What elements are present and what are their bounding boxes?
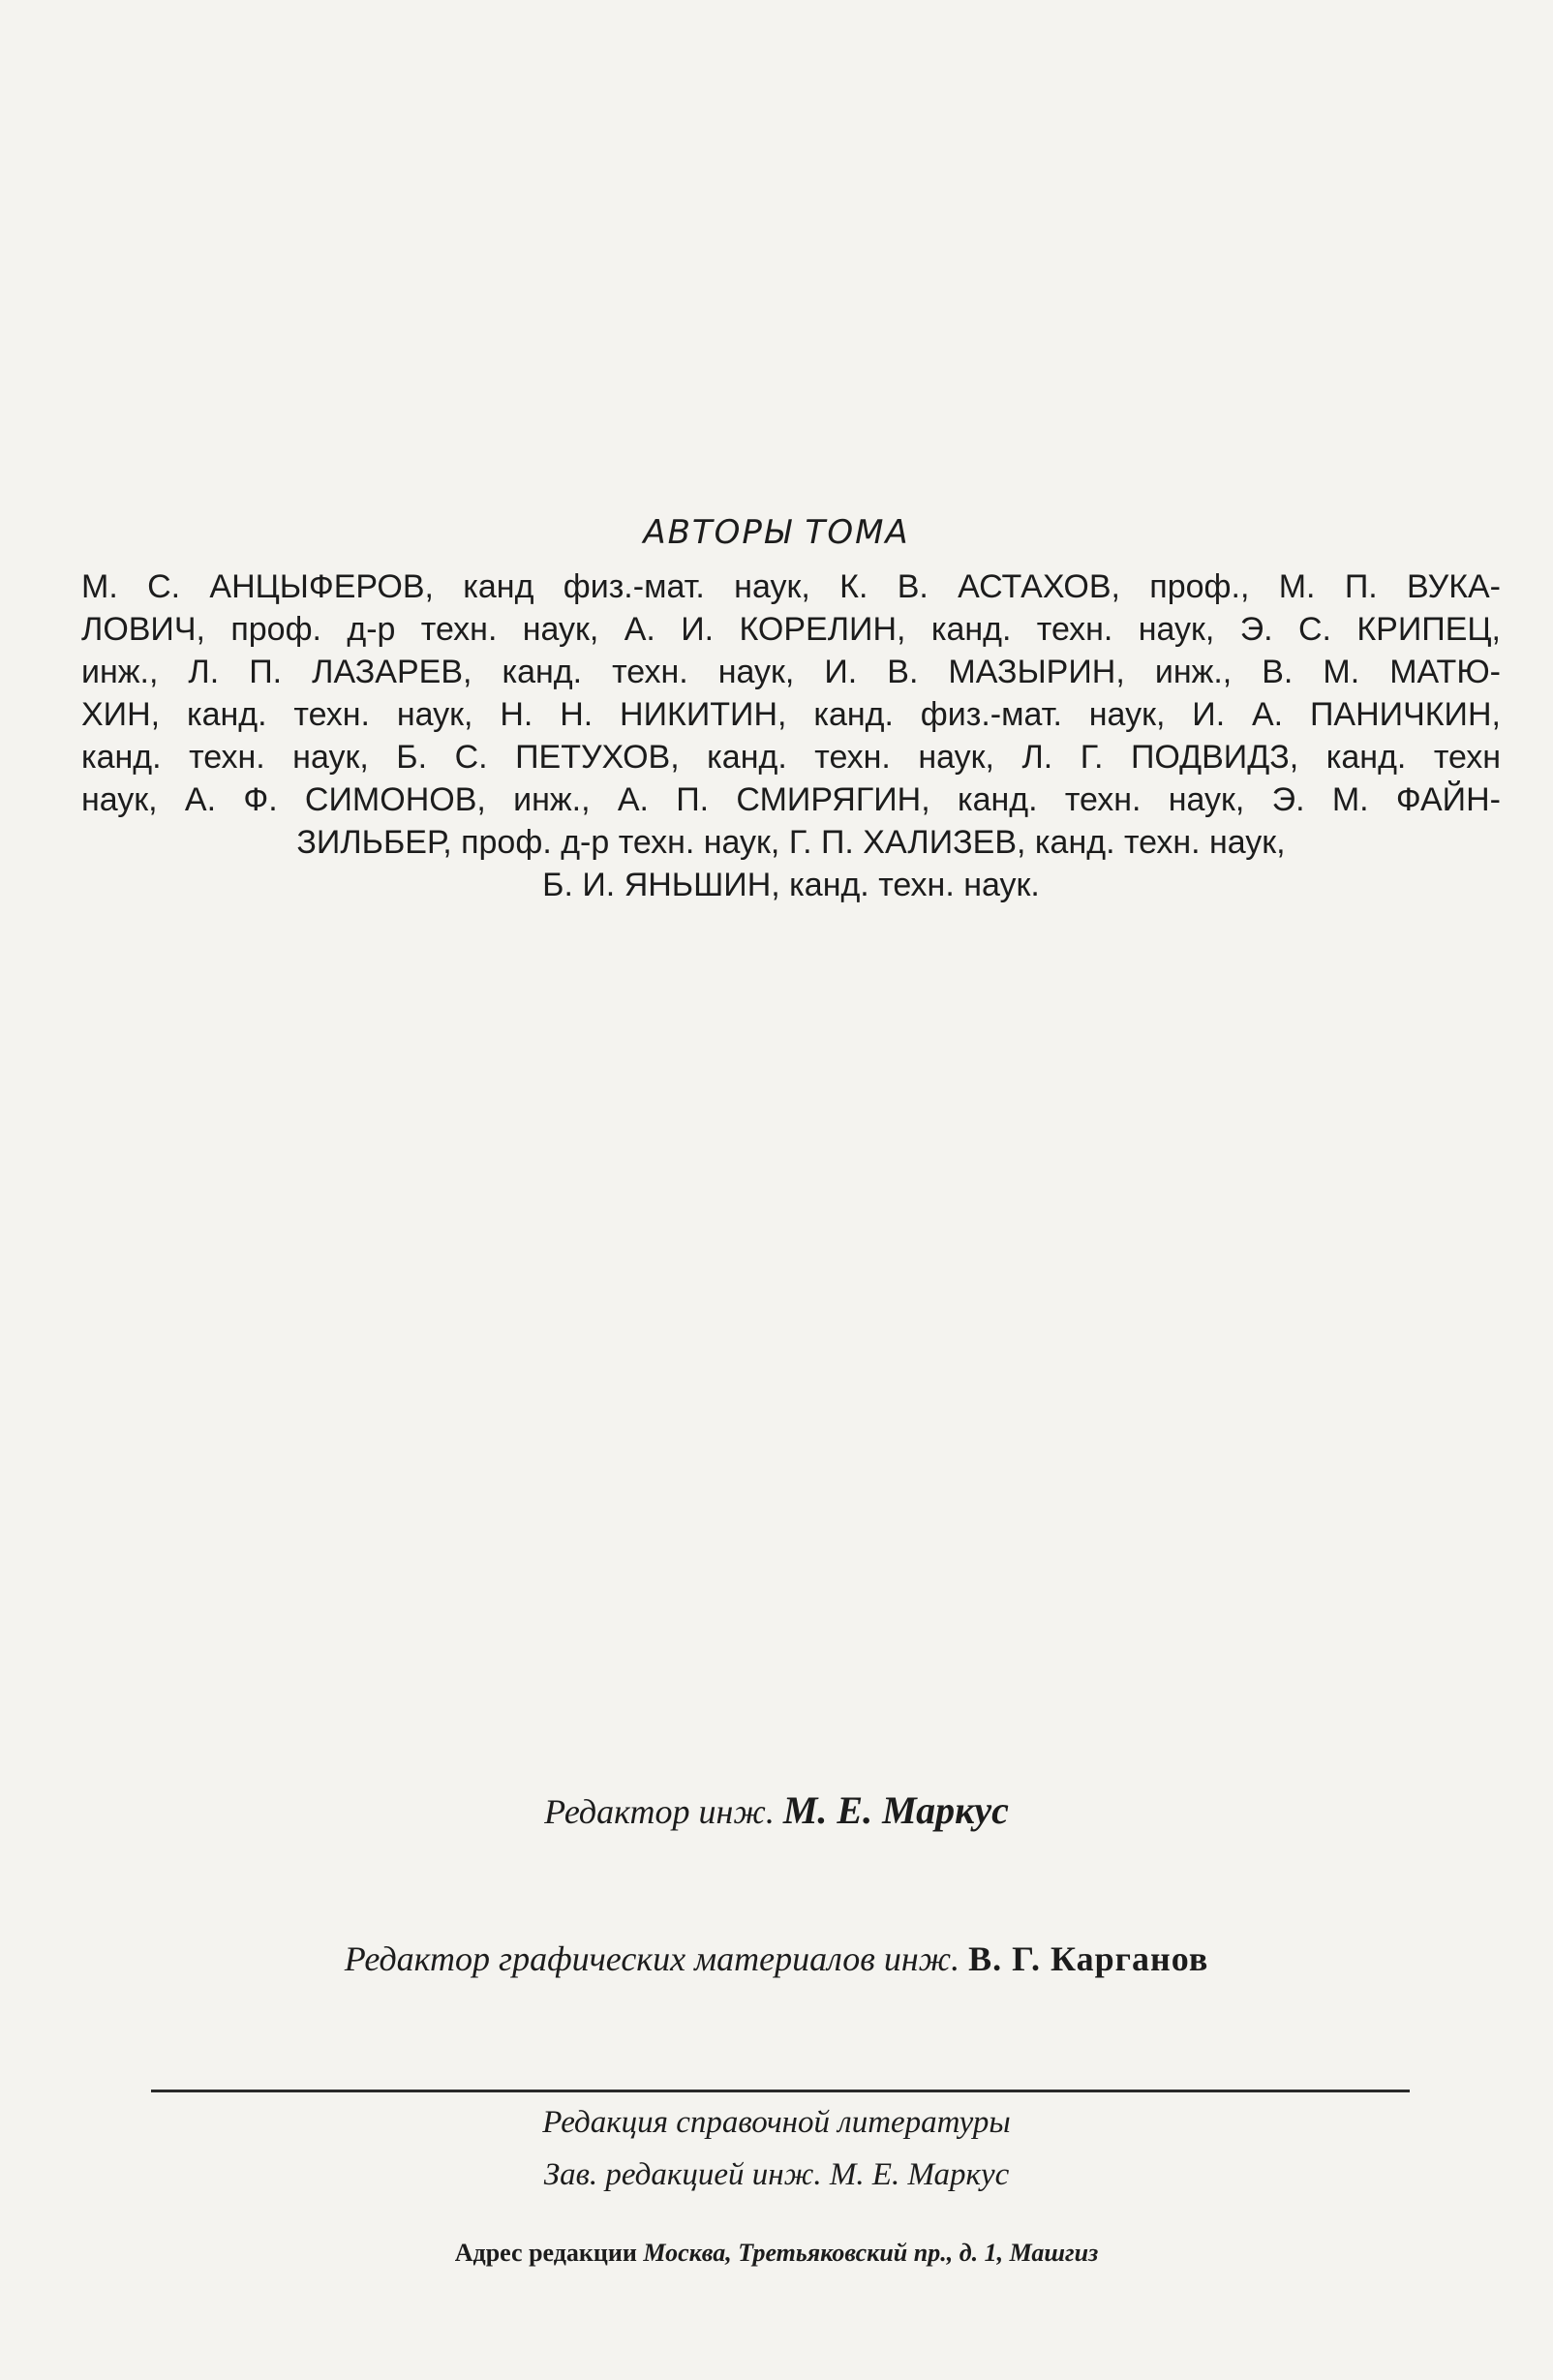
graphics-editor-credit	[0, 1938, 1553, 1979]
graphics-editor-label: Редактор графических материалов инж.	[344, 1939, 960, 1978]
section-divider	[151, 2090, 1410, 2092]
authors-list	[81, 565, 1501, 906]
editor-name: М. Е. Маркус	[782, 1788, 1009, 1832]
authors-line: ХИН, канд. техн. наук, Н. Н. НИКИТИН, канд. физ.-мат. наук, И. А. ПАНИЧКИН,	[81, 696, 1501, 733]
editor-label: Редактор инж.	[544, 1792, 775, 1831]
authors-line: ЗИЛЬБЕР, проф. д-р техн. наук, Г. П. ХАЛИЗЕВ, канд. техн. наук,	[296, 824, 1286, 861]
address-value: Москва, Третьяковский пр., д. 1, Машгиз	[643, 2239, 1099, 2267]
department-head: Зав. редакцией инж. М. Е. Маркус	[543, 2157, 1010, 2192]
authors-heading: АВТОРЫ ТОМА	[643, 513, 910, 552]
authors-line: М. С. АНЦЫФЕРОВ, канд физ.-мат. наук, К. В. АСТАХОВ, проф., М. П. ВУКА-	[81, 568, 1501, 605]
authors-line: инж., Л. П. ЛАЗАРЕВ, канд. техн. наук, И. В. МАЗЫРИН, инж., В. М. МАТЮ-	[81, 654, 1501, 690]
editorial-address	[0, 2239, 1553, 2268]
editor-credit	[0, 1787, 1553, 1833]
address-label: Адрес редакции	[454, 2239, 637, 2267]
authors-line: ЛОВИЧ, проф. д-р техн. наук, А. И. КОРЕЛИН, канд. техн. наук, Э. С. КРИПЕЦ,	[81, 611, 1501, 648]
authors-line: наук, А. Ф. СИМОНОВ, инж., А. П. СМИРЯГИН, канд. техн. наук, Э. М. ФАЙН-	[81, 781, 1501, 818]
department-name: Редакция справочной литературы	[542, 2105, 1011, 2140]
graphics-editor-name: В. Г. Карганов	[968, 1939, 1209, 1978]
authors-line: Б. И. ЯНЬШИН, канд. техн. наук.	[542, 867, 1040, 903]
authors-line: канд. техн. наук, Б. С. ПЕТУХОВ, канд. техн. наук, Л. Г. ПОДВИДЗ, канд. техн	[81, 739, 1501, 776]
